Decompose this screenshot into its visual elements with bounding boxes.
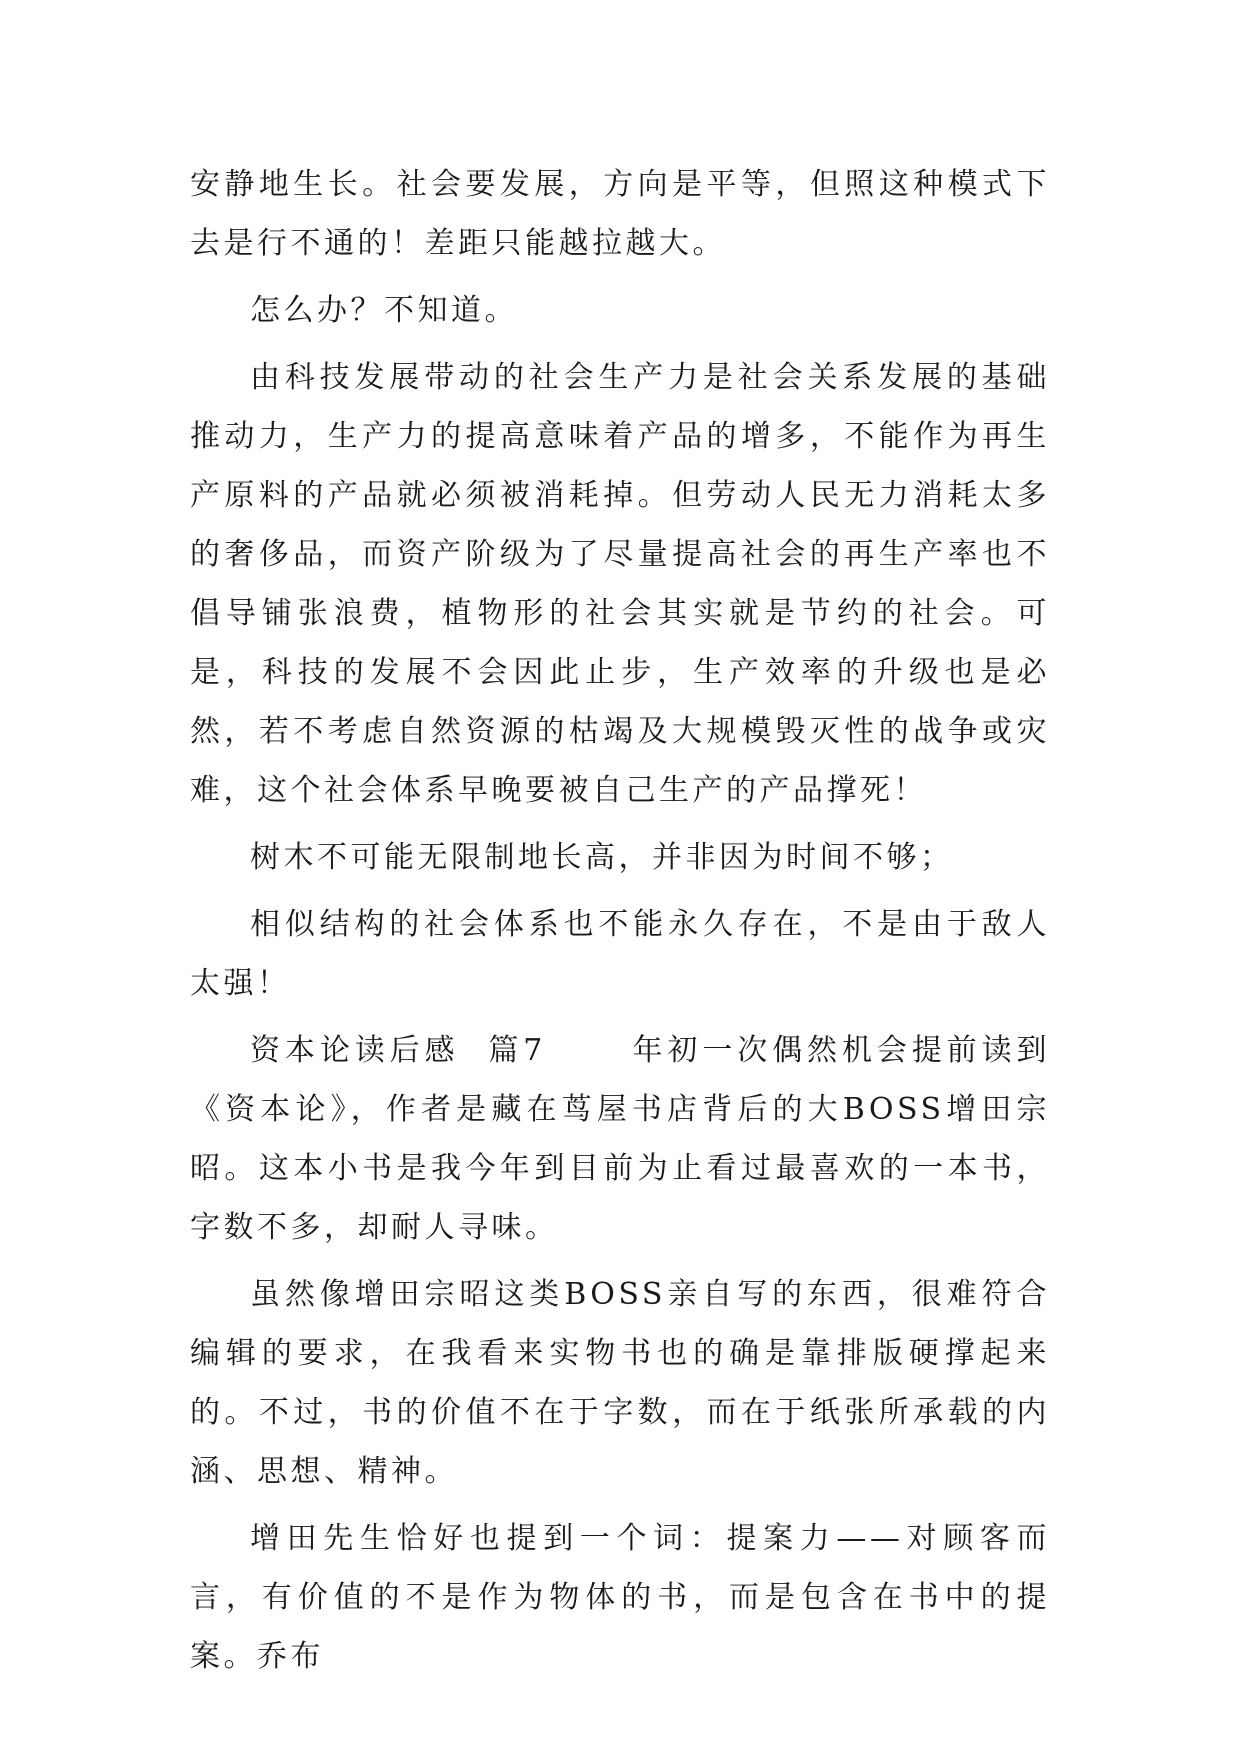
paragraph: 相似结构的社会体系也不能永久存在，不是由于敌人太强！ xyxy=(190,907,1050,1001)
body-text xyxy=(190,155,1050,1694)
paragraph-section-start: 资本论读后感 篇7 年初一次偶然机会提前读到《资本论》，作者是藏在茑屋书店背后的大BOSS增田宗昭。这本小书是我今年到目前为止看过最喜欢的一本书，字数不多，却耐人寻味。 xyxy=(190,1033,1050,1245)
paragraph: 由科技发展带动的社会生产力是社会关系发展的基础推动力，生产力的提高意味着产品的增多，不能作为再生产原料的产品就必须被消耗掉。但劳动人民无力消耗太多的奢侈品，而资产阶级为了尽量提高社会的再生产率也不倡导铺张浪费，植物形的社会其实就是节约的社会。可是，科技的发展不会因此止步，生产效率的升级也是必然，若不考虑自然资源的枯竭及大规模毁灭性的战争或灾难，这个社会体系早晚要被自己生产的产品撑死！ xyxy=(190,360,1050,808)
paragraph: 树木不可能无限制地长高，并非因为时间不够； xyxy=(250,840,954,875)
paragraph: 虽然像增田宗昭这类BOSS亲自写的东西，很难符合编辑的要求，在我看来实物书也的确是靠排版硬撑起来的。不过，书的价值不在于字数，而在于纸张所承载的内涵、思想、精神。 xyxy=(190,1277,1050,1489)
paragraph-continuation: 安静地生长。社会要发展，方向是平等，但照这种模式下去是行不通的！差距只能越拉越大。 xyxy=(190,167,1050,261)
paragraph: 增田先生恰好也提到一个词：提案力——对顾客而言，有价值的不是作为物体的书，而是包含在书中的提案。乔布 xyxy=(190,1521,1050,1674)
paragraph: 怎么办？不知道。 xyxy=(250,293,518,328)
